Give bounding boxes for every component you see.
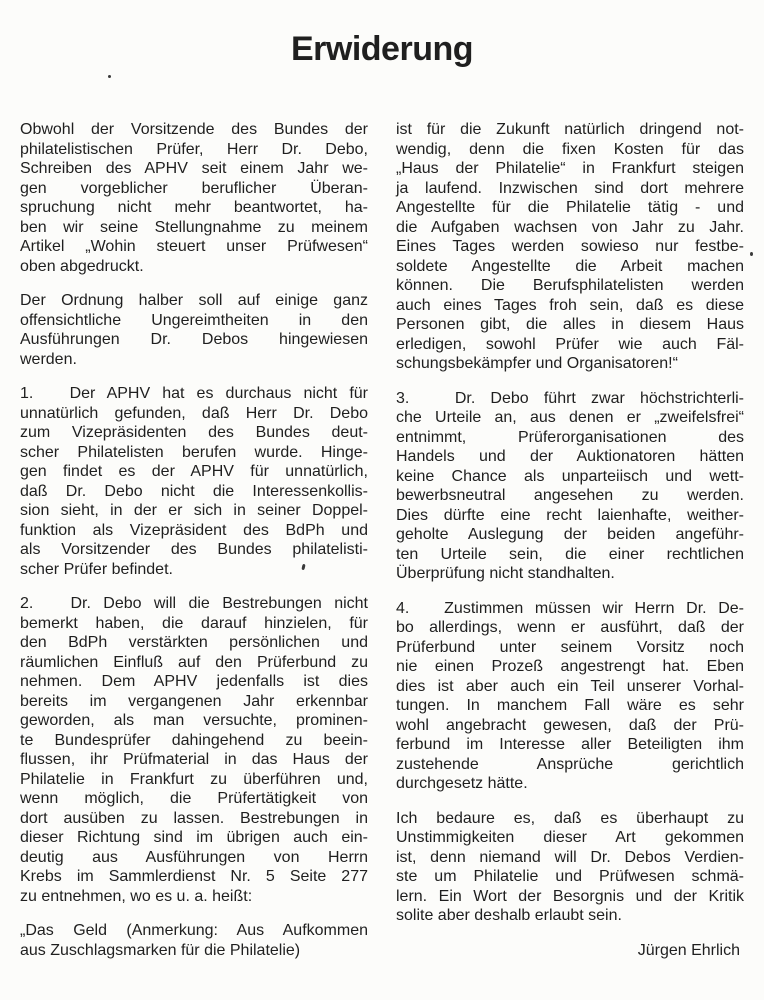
text-line: zustehende Ansprüche gerichtlich [396, 755, 744, 773]
text-line: geholte Auslegung der beiden angeführ- [396, 526, 744, 543]
text-line: Ausführungen Dr. Debos hingewiesen [20, 331, 368, 348]
text-line: Krebs im Sammlerdienst Nr. 5 Seite 277 [20, 868, 368, 885]
text-line: Philatelie in Frankfurt zu überführen und, [20, 770, 368, 788]
paragraph [396, 120, 744, 374]
text-line: Personen gibt, die alles in diesem Haus [396, 316, 744, 333]
text-line: „Haus der Philatelie“ in Frankfurt steigen [396, 160, 744, 177]
text-line: Artikel „Wohin steuert unser Prüfwesen“ [20, 238, 368, 255]
text-line: auch eines Tages froh sein, daß es diese [396, 296, 744, 314]
page-title: Erwiderung [290, 30, 474, 68]
text-line: nehmen. Dem APHV jedenfalls ist dies [20, 673, 368, 690]
text-line: daß Dr. Debo nicht die Interessenkollis- [20, 482, 368, 500]
scan-speck [750, 252, 753, 256]
text-line: wohl angebracht gewesen, daß der Prü- [396, 716, 744, 734]
text-line: aus Zuschlagsmarken für die Philatelie) [20, 941, 301, 959]
text-line: keine Chance als unparteiisch und wett- [396, 467, 744, 485]
text-line: Überprüfung nicht standhalten. [396, 565, 615, 582]
text-line: bewerbsneutral angesehen zu werden. [396, 487, 744, 504]
text-line: „Das Geld (Anmerkung: Aus Aufkommen [20, 922, 368, 939]
text-line: 1. Der APHV hat es durchaus nicht für [20, 385, 368, 402]
text-line: scher Prüfer befindet. [20, 560, 173, 578]
text-line: che Urteile an, aus denen er „zweifelsfrei“ [396, 409, 744, 426]
text-line: Handels und der Auktionatoren hätten [396, 448, 744, 465]
text-line: geworden, als man versuchte, prominen- [20, 712, 368, 729]
paragraph [396, 809, 744, 926]
text-line: te Bundesprüfer dahingehend zu beein- [20, 731, 368, 749]
text-line: als Vorsitzender des Bundes philatelisti- [20, 541, 368, 558]
text-line: gen findet es der APHV für unnatürlich, [20, 463, 368, 480]
text-line: schungsbekämpfer und Organisatoren!“ [396, 355, 678, 372]
text-line: können. Die Berufsphilatelisten werden [396, 277, 744, 294]
text-line: bo allerdings, wenn er ausführt, daß der [396, 619, 744, 636]
text-line: 4. Zustimmen müssen wir Herrn Dr. De- [396, 599, 744, 617]
text-line: 3. Dr. Debo führt zwar höchstrichterli- [396, 389, 744, 407]
text-line: werden. [20, 350, 77, 368]
text-line: Unstimmigkeiten dieser Art gekommen [396, 829, 744, 846]
text-line: Ich bedaure es, daß es überhaupt zu [396, 809, 744, 827]
text-line: spruchung nicht mehr beantwortet, ha- [20, 199, 368, 216]
text-line: sion sieht, in der er sich in seiner Doppel- [20, 502, 368, 519]
text-line: entnimmt, Prüferorganisationen des [396, 428, 744, 446]
text-line: ist, denn niemand will Dr. Debos Verdien- [396, 848, 744, 866]
text-line: Eines Tages werden sowieso nur festbe- [396, 238, 744, 255]
text-line: scher Philatelisten berufen wurde. Hinge- [20, 443, 368, 461]
scan-speck [108, 75, 111, 78]
text-line: zum Vizepräsidenten des Bundes deut- [20, 424, 368, 441]
text-line: nie einen Prozeß angestrengt hat. Eben [396, 658, 744, 675]
text-line: durchgesetz hätte. [396, 775, 528, 792]
two-column-body [20, 120, 764, 975]
text-line: gen vorgeblicher beruflicher Überan- [20, 179, 368, 197]
text-line: räumlichen Einfluß auf den Prüferbund zu [20, 653, 368, 671]
text-line: offensichtliche Ungereimtheiten in den [20, 311, 368, 329]
left-column [20, 120, 368, 975]
text-line: oben abgedruckt. [20, 257, 144, 275]
text-line: den BdPh verstärkten persönlichen und [20, 634, 368, 651]
text-line: ferbund im Interesse aller Beteiligten ihm [396, 736, 744, 753]
paragraph [20, 384, 368, 579]
paragraph [20, 921, 368, 960]
text-line: deutig aus Ausführungen von Herrn [20, 848, 368, 866]
paragraph [20, 120, 368, 276]
text-line: zu entnehmen, wo es u. a. heißt: [20, 887, 253, 905]
text-line: ist für die Zukunft natürlich dringend not- [396, 121, 744, 138]
text-line: erledigen, sowohl Prüfer wie auch Fäl- [396, 335, 744, 353]
text-line: Schreiben des APHV seit einem Jahr we- [20, 160, 368, 177]
text-line: Angestellte für die Philatelie tätig - und [396, 199, 744, 216]
text-line: ten Urteile sein, die einer rechtlichen [396, 545, 744, 563]
text-line: dieser Richtung sind im übrigen auch ein- [20, 829, 368, 846]
text-line: ste um Philatelie und Prüfwesen schmä- [396, 868, 744, 885]
text-line: die Aufgaben wachsen von Jahr zu Jahr. [396, 218, 744, 236]
text-line: wendig, denn die fixen Kosten für das [396, 140, 744, 158]
paragraph [396, 389, 744, 584]
text-line: funktion als Vizepräsident des BdPh und [20, 521, 368, 539]
paragraph [396, 599, 744, 794]
paragraph [20, 291, 368, 369]
text-line: Der Ordnung halber soll auf einige ganz [20, 292, 368, 309]
text-line: bereits im vergangenen Jahr erkennbar [20, 692, 368, 710]
paragraph [20, 594, 368, 906]
text-line: Prüferbund unter seinem Vorsitz noch [396, 638, 744, 656]
text-line: Dies dürfte eine recht laienhafte, weither- [396, 506, 744, 524]
text-line: dies ist aber auch ein Teil unserer Vorhal- [396, 677, 744, 695]
text-line: philatelistischen Prüfer, Herr Dr. Debo, [20, 140, 368, 158]
text-line: Obwohl der Vorsitzende des Bundes der [20, 121, 368, 138]
text-line: solite aber deshalb erlaubt sein. [396, 907, 622, 924]
text-line: soldete Angestellte die Arbeit machen [396, 257, 744, 275]
text-line: ben wir seine Stellungnahme zu meinem [20, 218, 368, 236]
text-line: flussen, ihr Prüfmaterial in das Haus der [20, 751, 368, 768]
right-column [396, 120, 744, 975]
text-line: tungen. In manchem Fall wäre es sehr [396, 697, 744, 714]
signature: Jürgen Ehrlich [637, 941, 740, 959]
text-line: dort ausüben zu lassen. Bestrebungen in [20, 809, 368, 827]
text-line: unnatürlich gefunden, daß Herr Dr. Debo [20, 404, 368, 422]
text-line: 2. Dr. Debo will die Bestrebungen nicht [20, 595, 368, 612]
text-line: bemerkt haben, die darauf hinzielen, für [20, 614, 368, 632]
text-line: lern. Ein Wort der Besorgnis und der Kritik [396, 887, 744, 905]
text-line: ja laufend. Inzwischen sind dort mehrere [396, 179, 744, 197]
text-line: wenn möglich, die Prüfertätigkeit von [20, 790, 368, 807]
